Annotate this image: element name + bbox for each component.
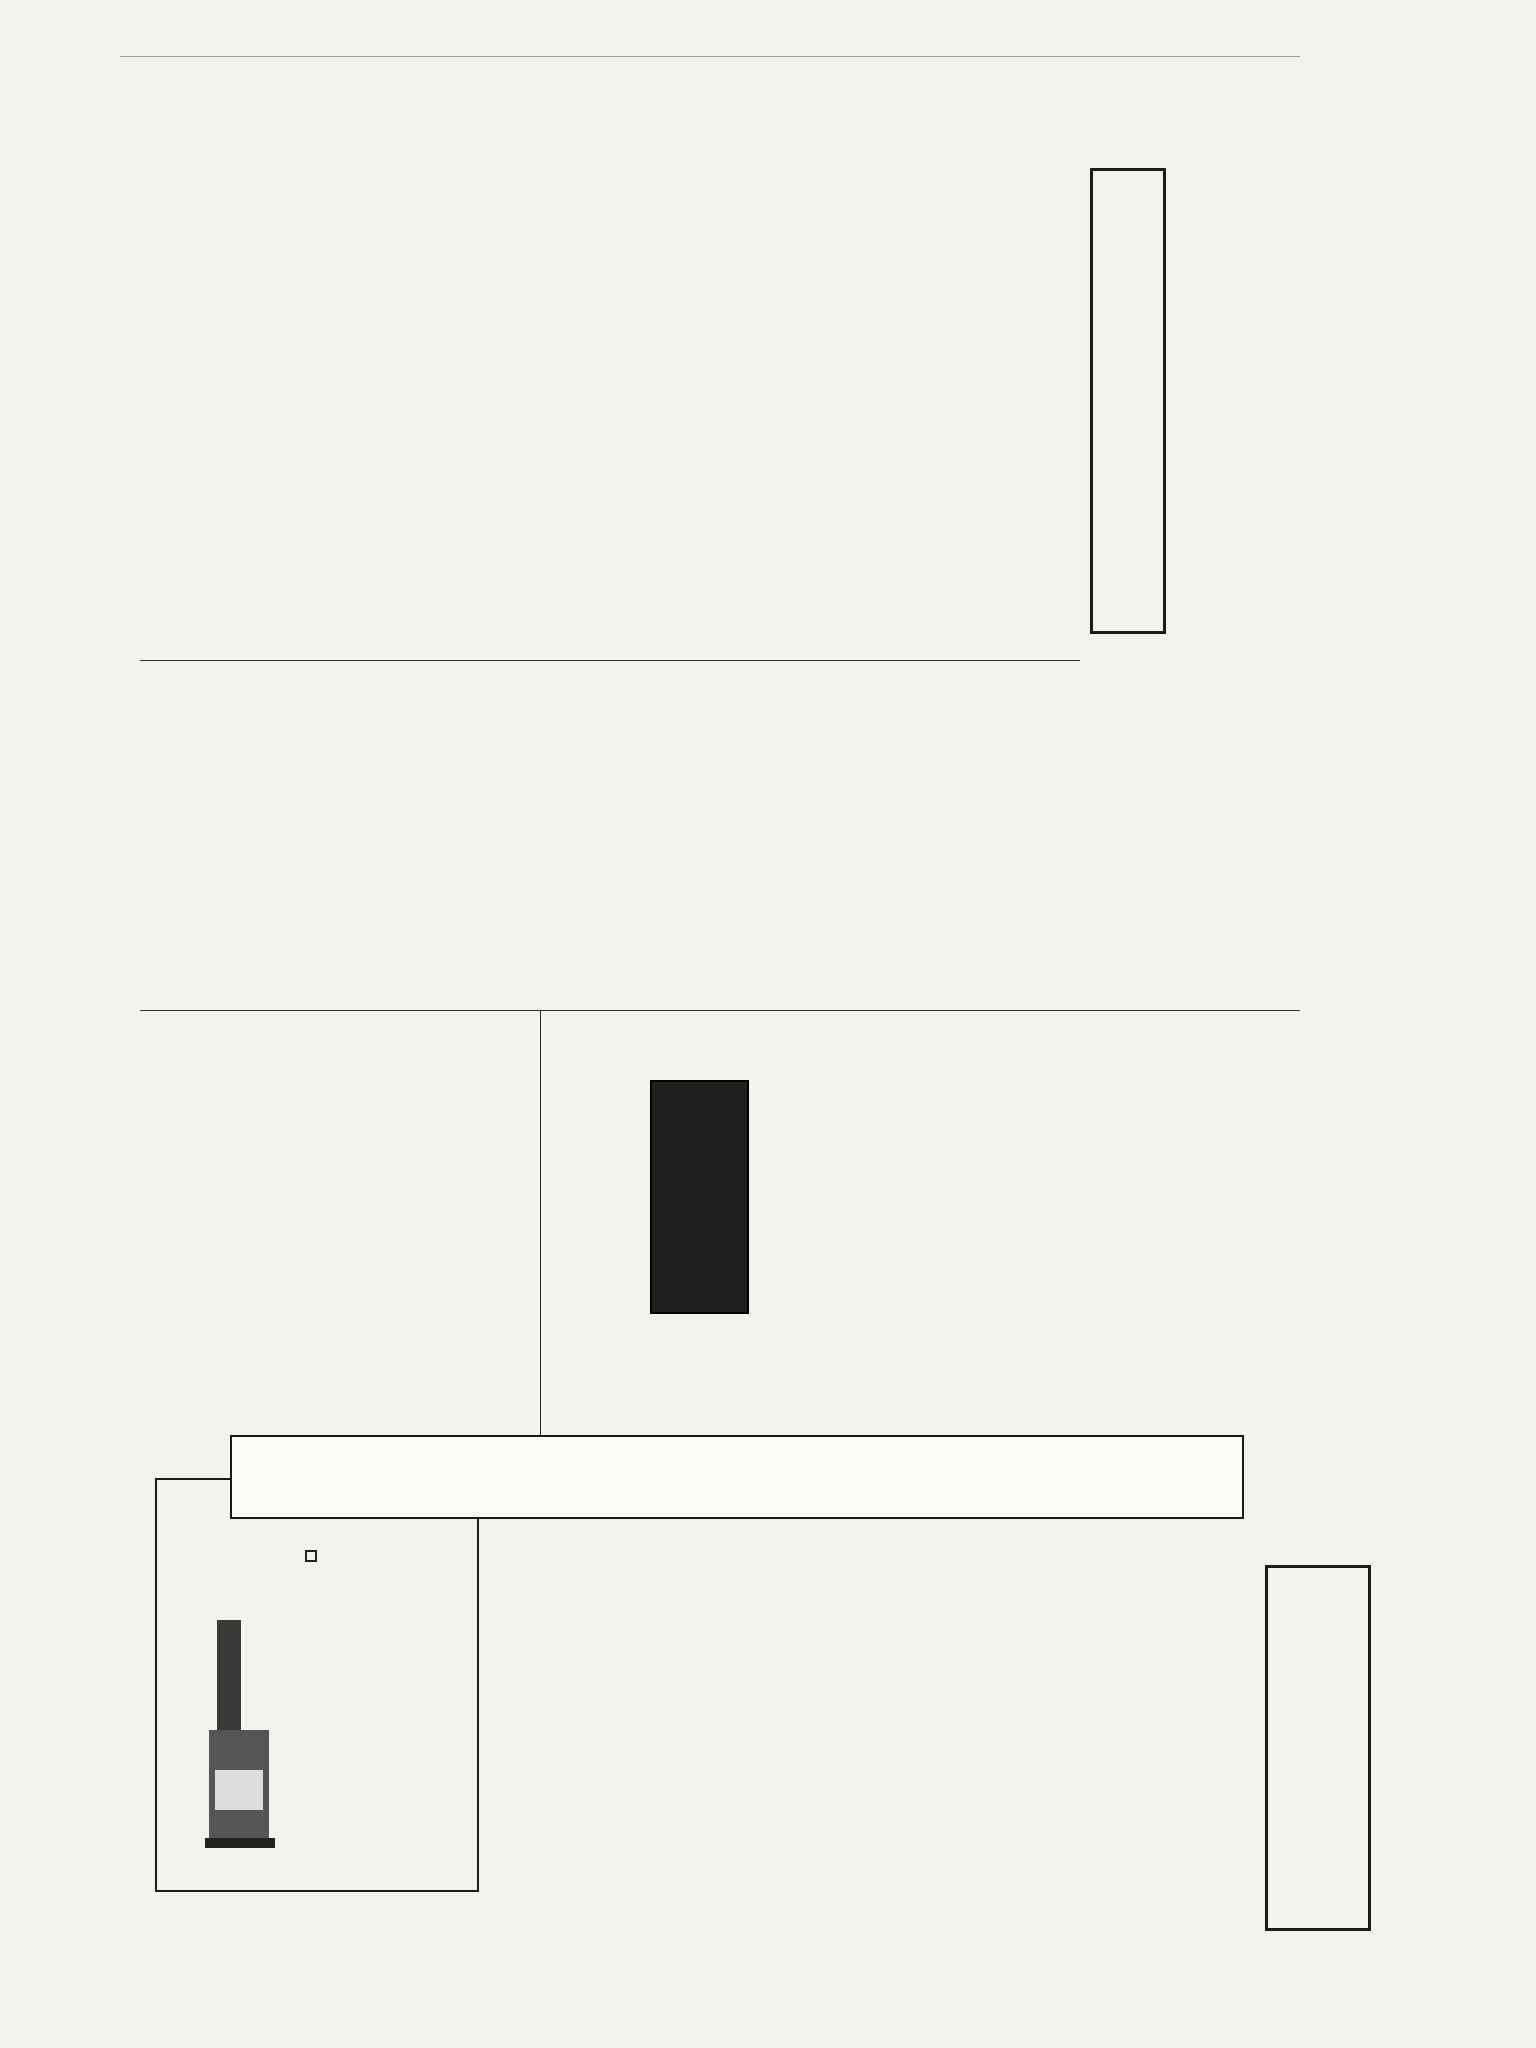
top-rule (120, 56, 1300, 57)
article-rule-2 (140, 1010, 1300, 1011)
article-title-box (1090, 168, 1166, 634)
article-rule-1 (140, 660, 1080, 661)
tub-ad-tag-a (305, 1550, 317, 1562)
bath-stove-illustration (197, 1620, 287, 1860)
tub-ad (155, 1478, 479, 1892)
banner-chars (232, 1437, 1242, 1517)
article-title (1093, 171, 1117, 183)
haiku-seal (650, 1080, 749, 1314)
greeting-box (1265, 1565, 1371, 1931)
banner (230, 1435, 1244, 1519)
haiku-divider (540, 1010, 541, 1440)
